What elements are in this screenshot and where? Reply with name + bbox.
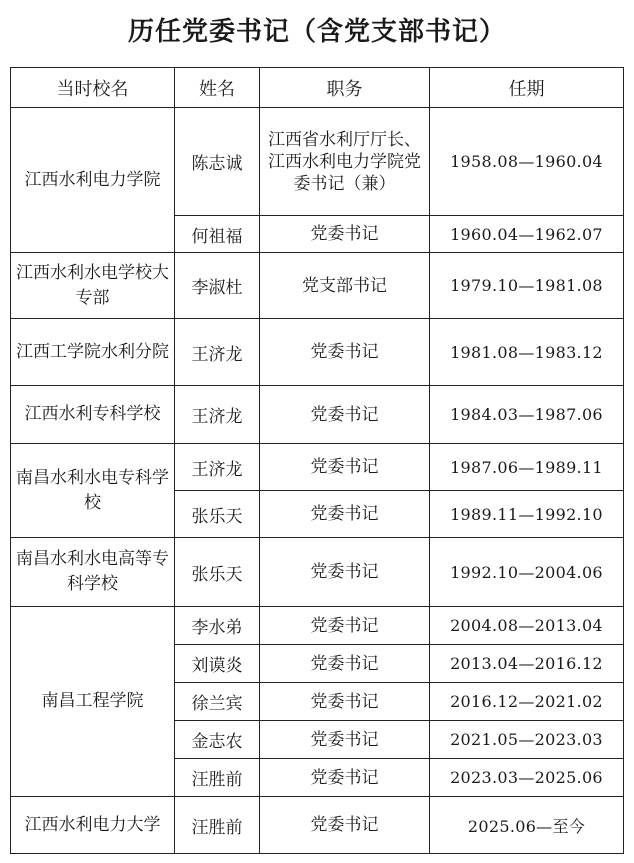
school-name-cell: 南昌水利水电专科学校	[11, 444, 175, 538]
position-cell: 党委书记	[260, 797, 430, 854]
name-cell: 徐兰宾	[175, 683, 260, 721]
position-cell: 党委书记	[260, 645, 430, 683]
position-cell: 党支部书记	[260, 253, 430, 319]
position-cell: 党委书记	[260, 319, 430, 386]
term-cell: 2016.12—2021.02	[430, 683, 624, 721]
term-cell: 2013.04—2016.12	[430, 645, 624, 683]
school-name-cell: 南昌水利水电高等专科学校	[11, 538, 175, 607]
term-cell: 2004.08—2013.04	[430, 607, 624, 645]
name-cell: 张乐天	[175, 491, 260, 538]
name-cell: 王济龙	[175, 319, 260, 386]
header-school: 当时校名	[11, 68, 175, 108]
header-position: 职务	[260, 68, 430, 108]
position-cell: 党委书记	[260, 491, 430, 538]
term-cell: 1984.03—1987.06	[430, 386, 624, 444]
table-row	[11, 253, 624, 319]
header-row	[11, 68, 624, 108]
school-name-cell: 江西水利水电学校大专部	[11, 253, 175, 319]
table-body	[11, 108, 624, 854]
table-row	[11, 444, 624, 491]
position-cell: 江西省水利厅厅长、江西水利电力学院党委书记（兼）	[260, 108, 430, 216]
position-cell: 党委书记	[260, 538, 430, 607]
term-cell: 1987.06—1989.11	[430, 444, 624, 491]
term-cell: 2025.06—至今	[430, 797, 624, 854]
name-cell: 李淑杜	[175, 253, 260, 319]
name-cell: 刘谟炎	[175, 645, 260, 683]
position-cell: 党委书记	[260, 216, 430, 253]
table-row	[11, 108, 624, 216]
header-term: 任期	[430, 68, 624, 108]
header-name: 姓名	[175, 68, 260, 108]
name-cell: 金志农	[175, 721, 260, 759]
position-cell: 党委书记	[260, 386, 430, 444]
school-name-cell: 南昌工程学院	[11, 607, 175, 797]
position-cell: 党委书记	[260, 759, 430, 797]
table-row	[11, 386, 624, 444]
name-cell: 陈志诚	[175, 108, 260, 216]
page-title: 历任党委书记（含党支部书记）	[127, 17, 506, 47]
name-cell: 张乐天	[175, 538, 260, 607]
name-cell: 李水弟	[175, 607, 260, 645]
position-cell: 党委书记	[260, 721, 430, 759]
table-row	[11, 538, 624, 607]
term-cell: 1992.10—2004.06	[430, 538, 624, 607]
name-cell: 汪胜前	[175, 797, 260, 854]
table-row	[11, 607, 624, 645]
term-cell: 1979.10—1981.08	[430, 253, 624, 319]
table-row	[11, 319, 624, 386]
name-cell: 汪胜前	[175, 759, 260, 797]
secretaries-table	[10, 67, 624, 854]
school-name-cell: 江西水利电力大学	[11, 797, 175, 854]
name-cell: 何祖福	[175, 216, 260, 253]
term-cell: 1981.08—1983.12	[430, 319, 624, 386]
school-name-cell: 江西水利电力学院	[11, 108, 175, 253]
position-cell: 党委书记	[260, 683, 430, 721]
term-cell: 2023.03—2025.06	[430, 759, 624, 797]
school-name-cell: 江西水利专科学校	[11, 386, 175, 444]
school-name-cell: 江西工学院水利分院	[11, 319, 175, 386]
table-header	[11, 68, 624, 108]
table-row	[11, 797, 624, 854]
term-cell: 1960.04—1962.07	[430, 216, 624, 253]
name-cell: 王济龙	[175, 386, 260, 444]
term-cell: 1989.11—1992.10	[430, 491, 624, 538]
position-cell: 党委书记	[260, 607, 430, 645]
term-cell: 2021.05—2023.03	[430, 721, 624, 759]
name-cell: 王济龙	[175, 444, 260, 491]
position-cell: 党委书记	[260, 444, 430, 491]
term-cell: 1958.08—1960.04	[430, 108, 624, 216]
